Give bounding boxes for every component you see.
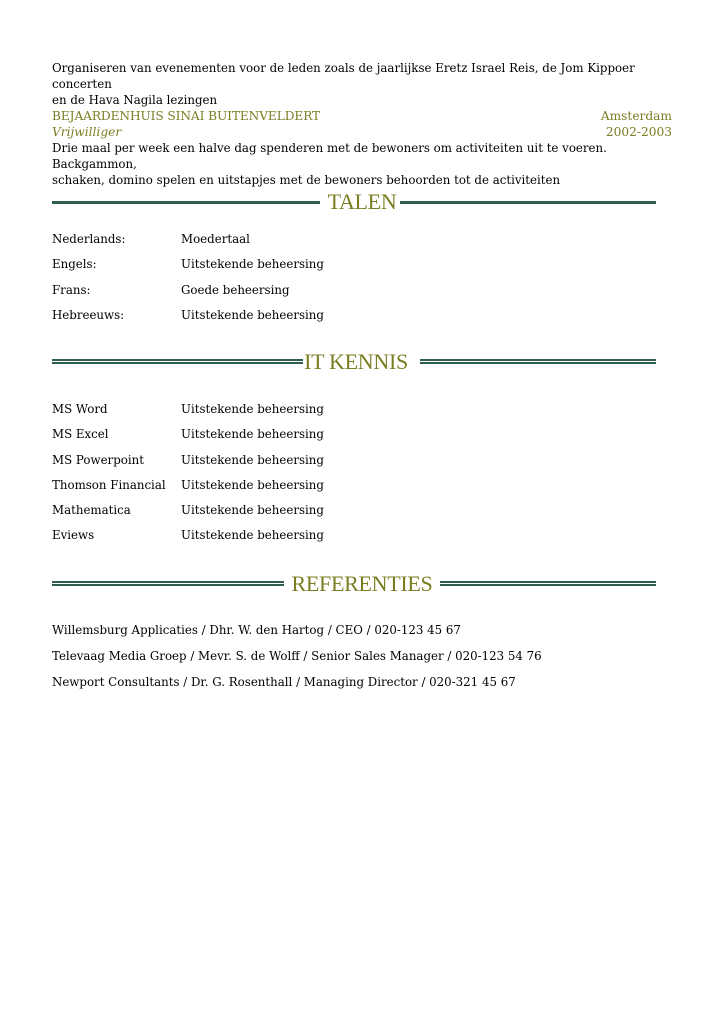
row-value: Uitstekende beheersing — [181, 257, 324, 272]
section-title: REFERENTIES — [291, 571, 433, 596]
table-row — [52, 282, 324, 307]
row-label: Thomson Financial — [52, 477, 166, 492]
row-value: Uitstekende beheersing — [181, 427, 324, 442]
section-rule — [440, 581, 656, 586]
row-label: MS Excel — [52, 427, 109, 442]
row-value: Moedertaal — [181, 232, 250, 246]
table-row — [52, 452, 324, 477]
section-header-it-kennis — [52, 350, 656, 374]
organization-name: BEJAARDENHUIS SINAI BUITENVELDERT — [52, 109, 321, 123]
section-header-referenties — [52, 572, 656, 596]
job-description — [52, 140, 672, 188]
row-label: Hebreeuws: — [52, 307, 125, 322]
section-rule — [52, 581, 284, 586]
experience-entry — [52, 108, 672, 188]
organization-city: Amsterdam — [600, 109, 672, 123]
reference-item: Willemsburg Applicaties / Dhr. W. den Hartog / CEO / 020-123 45 67 — [52, 623, 461, 637]
table-row — [52, 256, 324, 281]
table-row — [52, 426, 324, 451]
job-role: Vrijwilliger — [52, 125, 122, 139]
activity-description — [52, 60, 672, 108]
section-header-talen — [52, 190, 656, 214]
reference-item: Newport Consultants / Dr. G. Rosenthall / Managing Director / 020-321 45 67 — [52, 675, 516, 689]
table-row — [52, 527, 324, 552]
table-row — [52, 502, 324, 527]
row-value: Uitstekende beheersing — [181, 307, 324, 322]
row-value: Goede beheersing — [181, 282, 290, 297]
row-value: Uitstekende beheersing — [181, 452, 324, 467]
section-rule — [420, 359, 656, 364]
row-label: Eviews — [52, 528, 95, 543]
section-rule — [52, 201, 320, 204]
it-skills-table — [52, 401, 324, 553]
section-title: IT KENNIS — [304, 349, 408, 374]
row-label: Nederlands: — [52, 232, 126, 246]
row-value: Uitstekende beheersing — [181, 402, 324, 416]
row-label: Mathematica — [52, 503, 131, 518]
job-description-line: Drie maal per week een halve dag spenderen met de bewoners om activiteiten uit te voeren. Backgammon, — [52, 141, 607, 171]
row-label: MS Powerpoint — [52, 452, 144, 467]
table-row — [52, 231, 324, 256]
references-list — [52, 622, 542, 700]
job-description-line: schaken, domino spelen en uitstapjes met de bewoners behoorden tot de activiteiten — [52, 173, 561, 187]
section-rule — [52, 359, 303, 364]
row-value: Uitstekende beheersing — [181, 528, 324, 543]
row-value: Uitstekende beheersing — [181, 503, 324, 518]
intro-line: Organiseren van evenementen voor de leden zoals de jaarlijkse Eretz Israel Reis, de Jom Kippoer concerten — [52, 61, 635, 91]
row-label: Engels: — [52, 257, 97, 272]
row-label: Frans: — [52, 282, 91, 297]
section-title: TALEN — [327, 189, 397, 214]
section-rule — [400, 201, 656, 204]
languages-table — [52, 231, 324, 332]
intro-line: en de Hava Nagila lezingen — [52, 93, 218, 107]
row-label: MS Word — [52, 402, 108, 416]
table-row — [52, 307, 324, 332]
job-years: 2002-2003 — [605, 125, 672, 139]
table-row — [52, 401, 324, 426]
reference-item: Televaag Media Groep / Mevr. S. de Wolff / Senior Sales Manager / 020-123 54 76 — [52, 649, 542, 663]
table-row — [52, 477, 324, 502]
row-value: Uitstekende beheersing — [181, 477, 324, 492]
